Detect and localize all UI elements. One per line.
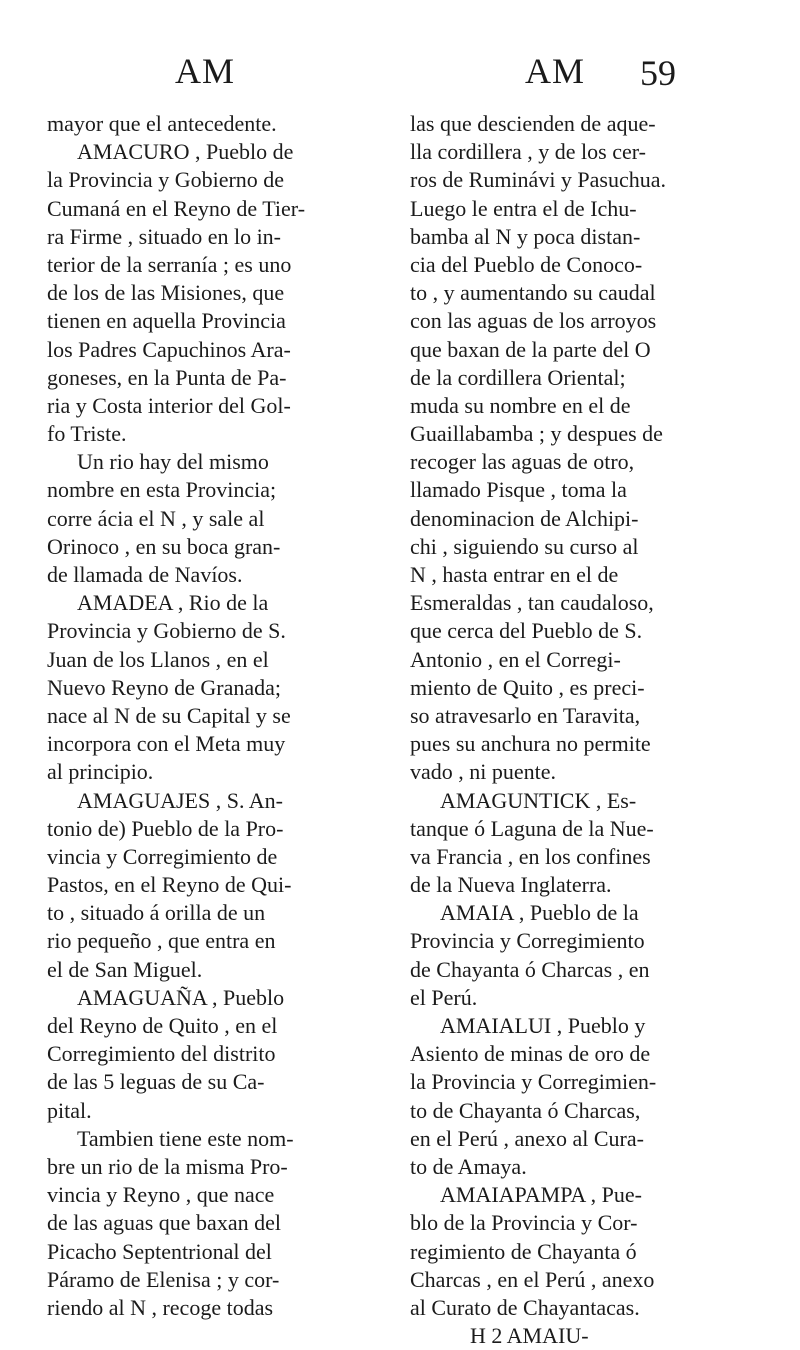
text-line: Tambien tiene este nom-: [77, 1125, 294, 1151]
text-line: corre ácia el N , y sale al: [47, 505, 265, 531]
running-head-right: AM: [525, 51, 586, 91]
text-line: Pastos, en el Reyno de Qui-: [47, 872, 292, 898]
text-line: al principio.: [47, 759, 154, 785]
text-line: con las aguas de los arroyos: [410, 308, 657, 334]
text-line: AMAIAPAMPA , Pue-: [440, 1182, 642, 1208]
text-line: tanque ó Laguna de la Nue-: [410, 815, 654, 841]
page-number: 59: [640, 53, 676, 93]
text-line: ria y Costa interior del Gol-: [47, 392, 291, 418]
text-line: de los de las Misiones, que: [47, 280, 285, 306]
text-line: nace al N de su Capital y se: [47, 702, 291, 728]
text-line: AMAGUAÑA , Pueblo: [77, 984, 285, 1010]
text-line: N , hasta entrar en el de: [410, 562, 619, 587]
text-line: cia del Pueblo de Conoco-: [410, 251, 643, 277]
text-line: vincia y Reyno , que nace: [47, 1182, 275, 1208]
text-line: Un rio hay del mismo: [77, 449, 269, 475]
text-line: Corregimiento del distrito: [47, 1041, 276, 1067]
text-line: los Padres Capuchinos Ara-: [47, 336, 291, 362]
text-line: AMACURO , Pueblo de: [77, 139, 294, 165]
text-line: que cerca del Pueblo de S.: [410, 618, 643, 644]
text-line: Asiento de minas de oro de: [410, 1041, 651, 1067]
text-line: al Curato de Chayantacas.: [410, 1294, 640, 1320]
text-line: Orinoco , en su boca gran-: [47, 533, 281, 559]
text-line: to de Chayanta ó Charcas,: [410, 1097, 641, 1123]
text-line: vincia y Corregimiento de: [47, 843, 278, 869]
text-line: Antonio , en el Corregi-: [410, 646, 621, 672]
text-line: de la cordillera Oriental;: [410, 364, 626, 390]
text-line: de la Nueva Inglaterra.: [410, 872, 612, 898]
text-line: Esmeraldas , tan caudaloso,: [410, 590, 654, 616]
text-line: la Provincia y Corregimien-: [410, 1069, 657, 1095]
text-line: miento de Quito , es preci-: [410, 674, 645, 700]
text-line: so atravesarlo en Taravita,: [410, 702, 641, 728]
text-line: AMAIA , Pueblo de la: [440, 900, 639, 926]
text-line: pital.: [47, 1097, 92, 1123]
text-line: Provincia y Corregimiento: [410, 928, 645, 954]
text-line: de Chayanta ó Charcas , en: [410, 956, 650, 982]
text-line: Cumaná en el Reyno de Tier-: [47, 195, 306, 221]
text-line: AMAIALUI , Pueblo y: [440, 1013, 646, 1038]
text-line: la Provincia y Gobierno de: [47, 167, 285, 193]
text-line: Páramo de Elenisa ; y cor-: [47, 1266, 280, 1292]
text-line: Picacho Septentrional del: [47, 1238, 272, 1264]
right-column: [410, 110, 760, 1350]
text-line: Charcas , en el Perú , anexo: [410, 1266, 655, 1292]
text-line: de llamada de Navíos.: [47, 562, 243, 587]
text-line: tonio de) Pueblo de la Pro-: [47, 815, 284, 841]
text-line: tienen en aquella Provincia: [47, 308, 286, 334]
signature-line: H 2 AMAIU-: [470, 1323, 589, 1349]
text-line: terior de la serranía ; es uno: [47, 251, 292, 277]
text-line: bamba al N y poca distan-: [410, 223, 641, 249]
text-line: incorpora con el Meta muy: [47, 731, 286, 757]
text-line: Provincia y Gobierno de S.: [47, 618, 286, 644]
text-line: de las aguas que baxan del: [47, 1210, 281, 1236]
text-line: que baxan de la parte del O: [410, 336, 651, 362]
text-line: denominacion de Alchipi-: [410, 505, 639, 531]
text-line: el Perú.: [410, 984, 478, 1010]
text-line: AMADEA , Rio de la: [77, 590, 269, 616]
text-line: AMAGUAJES , S. An-: [77, 787, 283, 813]
text-line: Nuevo Reyno de Granada;: [47, 674, 281, 700]
text-line: goneses, en la Punta de Pa-: [47, 364, 287, 390]
running-head-left: AM: [175, 51, 236, 91]
text-line: ros de Ruminávi y Pasuchua.: [410, 167, 667, 193]
text-line: lla cordillera , y de los cer-: [410, 139, 646, 165]
text-line: to , y aumentando su caudal: [410, 280, 656, 306]
text-line: to , situado á orilla de un: [47, 900, 266, 926]
text-line: AMAGUNTICK , Es-: [440, 787, 637, 813]
text-line: muda su nombre en el de: [410, 392, 631, 418]
text-line: fo Triste.: [47, 421, 127, 447]
text-line: va Francia , en los confines: [410, 843, 651, 869]
text-line: nombre en esta Provincia;: [47, 477, 277, 503]
text-line: mayor que el antecedente.: [47, 111, 277, 136]
text-line: las que descienden de aque-: [410, 111, 656, 136]
text-line: riendo al N , recoge todas: [47, 1294, 274, 1320]
text-line: del Reyno de Quito , en el: [47, 1013, 278, 1038]
text-line: Guaillabamba ; y despues de: [410, 421, 663, 447]
text-line: Juan de los Llanos , en el: [47, 646, 269, 672]
text-line: bre un rio de la misma Pro-: [47, 1153, 288, 1179]
left-column: [47, 110, 397, 1322]
text-line: recoger las aguas de otro,: [410, 449, 635, 475]
text-line: rio pequeño , que entra en: [47, 928, 276, 954]
text-line: chi , siguiendo su curso al: [410, 533, 639, 559]
text-line: regimiento de Chayanta ó: [410, 1238, 637, 1264]
text-line: pues su anchura no permite: [410, 731, 651, 757]
text-line: vado , ni puente.: [410, 759, 557, 785]
text-line: el de San Miguel.: [47, 956, 203, 982]
text-line: blo de la Provincia y Cor-: [410, 1210, 638, 1236]
text-line: ra Firme , situado en lo in-: [47, 223, 282, 249]
text-line: en el Perú , anexo al Cura-: [410, 1125, 644, 1151]
text-line: llamado Pisque , toma la: [410, 477, 627, 503]
text-line: Luego le entra el de Ichu-: [410, 195, 637, 221]
text-line: to de Amaya.: [410, 1153, 527, 1179]
text-line: de las 5 leguas de su Ca-: [47, 1069, 265, 1095]
